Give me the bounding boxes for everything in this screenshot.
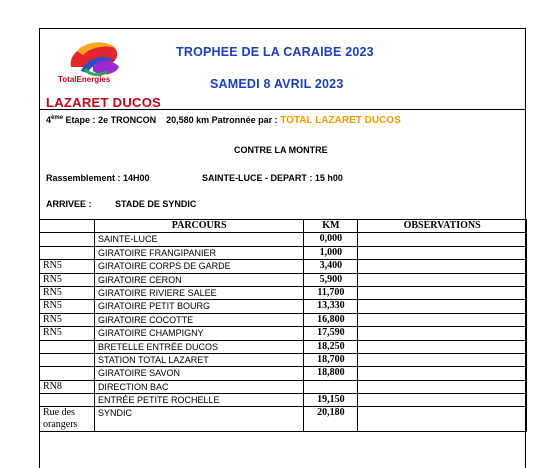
table-row [40, 273, 527, 286]
table-row [40, 327, 527, 340]
obs-cell [358, 273, 527, 286]
place-cell: GIRATOIRE CERON [94, 273, 303, 286]
event-title: TROPHEE DE LA CARAIBE 2023 [176, 45, 374, 59]
table-row [40, 394, 527, 407]
stage-type: CONTRE LA MONTRE [234, 145, 328, 155]
obs-cell [358, 353, 527, 366]
km-cell: 11,700 [304, 286, 358, 299]
stage-number: 4 [46, 115, 52, 125]
km-cell: 18,250 [304, 340, 358, 353]
stage-label: Etape : [65, 115, 96, 125]
event-date: SAMEDI 8 AVRIL 2023 [210, 77, 344, 91]
table-row [40, 260, 527, 273]
route-cell [40, 233, 95, 246]
table-row [40, 300, 527, 313]
document-header [40, 29, 525, 110]
route-table [39, 219, 527, 432]
place-cell: BRETELLE ENTRÉE DUCOS [94, 340, 303, 353]
table-row [40, 246, 527, 259]
route-cell [40, 340, 95, 353]
place-cell: SAINTE-LUCE [94, 233, 303, 246]
place-cell: GIRATOIRE COCOTTE [94, 313, 303, 326]
route-sheet [39, 28, 526, 468]
club-name: LAZARET DUCOS [46, 95, 162, 110]
table-row [40, 367, 527, 380]
obs-cell [358, 300, 527, 313]
obs-cell [358, 313, 527, 326]
obs-cell [358, 246, 527, 259]
header-km: KM [304, 220, 358, 233]
obs-cell [358, 327, 527, 340]
table-row [40, 340, 527, 353]
table-row [40, 233, 527, 246]
header-observations: OBSERVATIONS [358, 220, 527, 233]
route-cell: RN5 [40, 286, 95, 299]
route-cell: RN8 [40, 380, 95, 393]
logo-text: TotalEnergies [58, 75, 111, 84]
stage-sponsor: TOTAL LAZARET DUCOS [280, 115, 401, 126]
km-cell: 16,800 [304, 313, 358, 326]
arrivee-label: ARRIVEE : [46, 199, 92, 209]
route-cell: RN5 [40, 260, 95, 273]
route-cell [40, 246, 95, 259]
table-header-row [40, 220, 527, 233]
table-row [40, 286, 527, 299]
place-cell: GIRATOIRE PETIT BOURG [94, 300, 303, 313]
table-row [40, 380, 527, 393]
place-cell: GIRATOIRE SAVON [94, 367, 303, 380]
route-cell [40, 367, 95, 380]
route-cell: RN5 [40, 327, 95, 340]
header-route [40, 220, 95, 233]
km-cell: 18,800 [304, 367, 358, 380]
depart: SAINTE-LUCE - DEPART : 15 h00 [202, 173, 343, 183]
km-cell: 17,590 [304, 327, 358, 340]
obs-cell [358, 286, 527, 299]
table-row [40, 407, 527, 432]
stage-number-sup: ème [51, 115, 64, 121]
km-cell: 18,700 [304, 353, 358, 366]
stage-distance: 20,580 km Patronnée par : [166, 115, 278, 125]
place-cell: GIRATOIRE CORPS DE GARDE [94, 260, 303, 273]
route-cell: RN5 [40, 300, 95, 313]
km-cell: 19,150 [304, 394, 358, 407]
place-cell: GIRATOIRE RIVIERE SALEE [94, 286, 303, 299]
route-cell: Rue des orangers [40, 407, 95, 432]
obs-cell [358, 260, 527, 273]
rassemblement: Rassemblement : 14H00 [46, 173, 150, 183]
obs-cell [358, 380, 527, 393]
route-cell [40, 353, 95, 366]
km-cell: 0,000 [304, 233, 358, 246]
obs-cell [358, 340, 527, 353]
obs-cell [358, 394, 527, 407]
header-parcours: PARCOURS [94, 220, 303, 233]
km-cell: 13,330 [304, 300, 358, 313]
place-cell: DIRECTION BAC [94, 380, 303, 393]
table-row [40, 313, 527, 326]
arrivee-place: STADE DE SYNDIC [115, 199, 197, 209]
place-cell: ENTRÉE PETITE ROCHELLE [94, 394, 303, 407]
obs-cell [358, 367, 527, 380]
stage-troncon: 2e TRONCON [98, 115, 157, 125]
km-cell [304, 380, 358, 393]
route-cell [40, 394, 95, 407]
km-cell: 3,400 [304, 260, 358, 273]
route-cell: RN5 [40, 273, 95, 286]
place-cell: STATION TOTAL LAZARET [94, 353, 303, 366]
place-cell: GIRATOIRE FRANGIPANIER [94, 246, 303, 259]
obs-cell [358, 407, 527, 432]
route-cell: RN5 [40, 313, 95, 326]
place-cell: SYNDIC [94, 407, 303, 432]
obs-cell [358, 233, 527, 246]
stage-line [46, 115, 401, 126]
km-cell: 5,900 [304, 273, 358, 286]
km-cell: 20,180 [304, 407, 358, 432]
table-row [40, 353, 527, 366]
km-cell: 1,000 [304, 246, 358, 259]
stage-info [40, 110, 525, 215]
place-cell: GIRATOIRE CHAMPIGNY [94, 327, 303, 340]
